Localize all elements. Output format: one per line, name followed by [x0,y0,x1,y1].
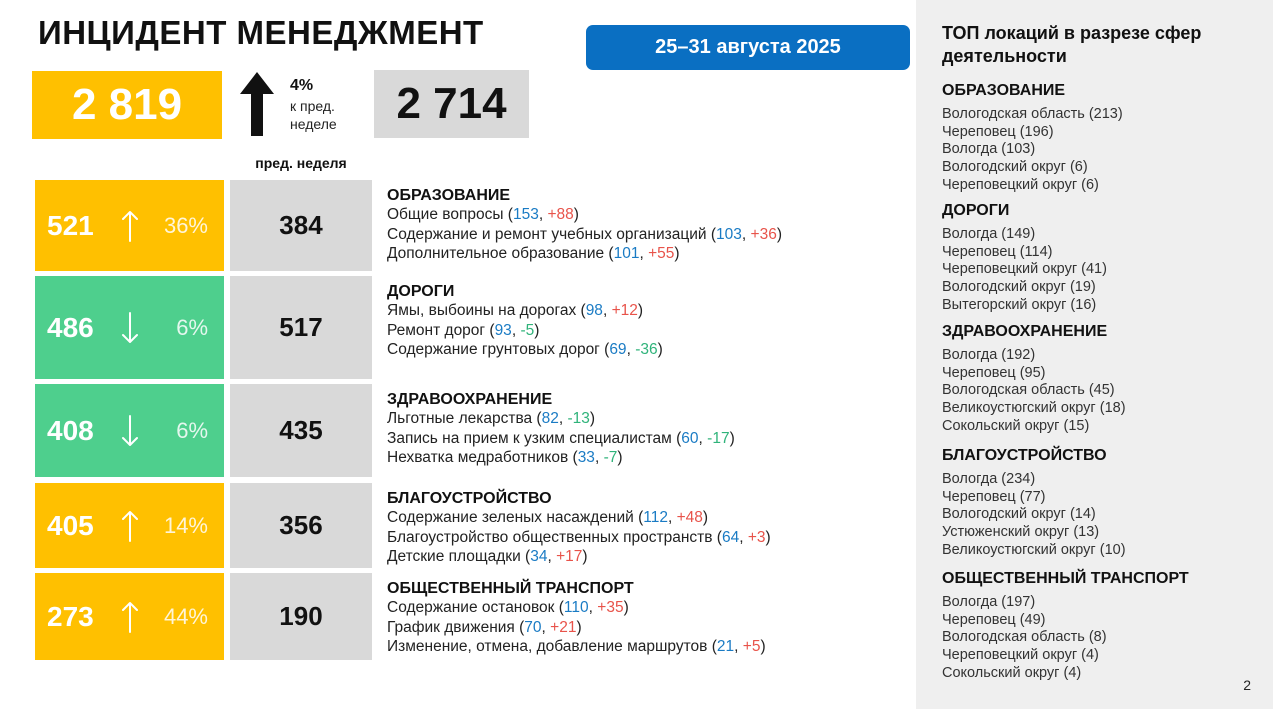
location-item: Череповец (196) [942,123,1054,140]
topic-count: 33 [577,449,595,466]
topic-label: Запись на прием к узким специалистам [387,429,672,447]
location-item: Вологодская область (45) [942,382,1115,399]
topic-line: Изменение, отмена, добавление маршрутов (21, +5) [387,638,766,655]
location-item: Сокольский округ (4) [942,664,1082,681]
topic-delta: +88 [547,206,574,223]
top-locations-section-title: БЛАГОУСТРОЙСТВО [942,447,1107,464]
topic-line: Благоустройство общественных пространств (64, +3) [387,528,771,546]
topic-label: График движения [387,618,515,636]
topic-label: Содержание зеленых насаждений [387,509,634,526]
topic-count: 69 [609,341,627,358]
category-previous-value: 356 [230,483,372,568]
top-locations-panel [916,0,1273,709]
category-details [387,489,907,567]
top-locations-roads [942,201,1262,315]
topic-count: 153 [512,206,539,223]
topic-line: Запись на прием к узким специалистам (60, -17) [387,429,735,447]
topic-label: Нехватка медработников [387,449,569,466]
category-change-percent: 14% [163,512,208,538]
arrow-up-icon [121,210,139,242]
top-locations-section-title: ЗДРАВООХРАНЕНИЕ [942,323,1108,340]
topic-label: Ремонт дорог [387,321,486,339]
topic-line: Содержание зеленых насаждений (112, +48) [387,509,709,526]
topic-line: График движения (70, +21) [387,618,582,636]
topic-label: Ямы, выбоины на дорогах [387,302,577,319]
arrow-up-icon [240,72,274,136]
location-item: Великоустюгский округ (18) [942,400,1126,417]
topic-delta: -13 [567,410,590,427]
topic-delta: -5 [520,321,535,339]
topic-delta: -36 [635,341,658,358]
category-current-value: 273 [47,600,94,632]
top-locations-section-title: ОБЩЕСТВЕННЫЙ ТРАНСПОРТ [942,570,1189,587]
top-locations-section-title: ОБРАЗОВАНИЕ [942,82,1066,99]
topic-line: Ямы, выбоины на дорогах (98, +12) [387,302,644,319]
category-current-value: 486 [47,311,94,343]
topic-line: Содержание грунтовых дорог (69, -36) [387,341,663,358]
page-title: ИНЦИДЕНТ МЕНЕДЖМЕНТ [38,14,484,51]
category-details [387,282,907,360]
topic-line: Содержание и ремонт учебных организаций (103, +36) [387,225,782,243]
category-current-box [35,483,224,568]
category-current-box [35,384,224,477]
location-item: Череповецкий округ (41) [942,261,1107,278]
prev-week-header: пред. неделя [255,155,347,171]
location-item: Устюженский округ (13) [942,524,1100,541]
topic-delta: +21 [550,618,577,636]
location-item: Череповец (49) [942,611,1046,628]
location-item: Череповец (95) [942,364,1046,381]
previous-total: 2 714 [374,70,529,138]
topic-label: Содержание грунтовых дорог [387,341,600,358]
topic-count: 34 [530,548,548,565]
category-name: ОБЩЕСТВЕННЫЙ ТРАНСПОРТ [387,580,634,597]
top-locations-public-transport [942,569,1262,683]
category-change-percent: 6% [176,417,208,443]
category-change-percent: 36% [163,212,208,238]
location-item: Вологодский округ (6) [942,159,1088,176]
category-change-percent: 6% [176,314,208,340]
location-item: Череповецкий округ (4) [942,647,1099,664]
topic-line: Льготные лекарства (82, -13) [387,410,596,427]
topic-delta: +36 [750,225,777,243]
category-row-landscaping [35,483,915,568]
top-locations-section-title: ДОРОГИ [942,202,1010,219]
top-locations-title: ТОП локаций в разрезе сфер деятельности [942,23,1202,66]
category-name: ДОРОГИ [387,283,455,300]
date-range-badge: 25–31 августа 2025 [586,25,910,70]
location-item: Вологда (149) [942,226,1036,242]
location-item: Вологодская область (213) [942,106,1123,122]
location-item: Вологда (103) [942,141,1036,158]
category-current-box [35,276,224,379]
arrow-down-icon [121,415,139,447]
topic-count: 103 [716,225,742,243]
top-locations-healthcare [942,322,1262,436]
current-total: 2 819 [32,71,222,139]
arrow-up-icon [121,510,139,542]
topic-label: Содержание и ремонт учебных организаций [387,225,707,243]
category-previous-value: 517 [230,276,372,379]
topic-delta: -7 [603,449,618,466]
category-row-roads [35,276,915,379]
topic-label: Детские площадки [387,548,521,565]
topic-line: Содержание остановок (110, +35) [387,599,629,616]
category-current-box [35,573,224,660]
location-item: Вологодский округ (14) [942,506,1096,523]
location-item: Вытегорский округ (16) [942,296,1097,313]
topic-count: 112 [643,509,668,526]
category-details [387,186,907,264]
change-percent: 4% [290,77,314,94]
category-current-value: 521 [47,209,94,241]
topic-label: Общие вопросы [387,206,504,223]
location-item: Череповец (77) [942,488,1046,505]
topic-count: 70 [524,618,542,636]
topic-label: Содержание остановок [387,599,555,616]
topic-delta: +12 [611,302,638,319]
topic-count: 93 [494,321,512,339]
category-name: ОБРАЗОВАНИЕ [387,187,511,204]
top-locations-education [942,81,1262,195]
topic-label: Дополнительное образование [387,245,605,262]
category-current-value: 408 [47,414,94,446]
topic-delta: +17 [556,548,583,565]
topic-count: 101 [613,245,640,262]
location-item: Череповец (114) [942,243,1053,260]
category-current-value: 405 [47,509,94,541]
location-item: Вологда (197) [942,594,1036,610]
location-item: Сокольский округ (15) [942,417,1090,434]
location-item: Вологда (192) [942,347,1036,363]
topic-count: 21 [716,638,735,655]
topic-delta: +3 [747,528,766,546]
topic-delta: +35 [597,599,624,616]
category-previous-value: 190 [230,573,372,660]
topic-delta: +5 [742,638,761,655]
topic-line: Нехватка медработников (33, -7) [387,449,623,466]
category-previous-value: 435 [230,384,372,477]
topic-count: 98 [585,302,603,319]
category-details [387,579,907,657]
category-details [387,390,907,468]
change-caption: к пред. неделе [290,98,337,132]
arrow-up-icon [121,601,139,633]
category-name: БЛАГОУСТРОЙСТВО [387,490,552,507]
category-name: ЗДРАВООХРАНЕНИЕ [387,391,553,408]
topic-count: 110 [563,599,589,616]
topic-label: Благоустройство общественных пространств [387,528,713,546]
topic-count: 82 [541,410,559,427]
topic-line: Ремонт дорог (93, -5) [387,321,540,339]
location-item: Вологда (234) [942,471,1036,487]
top-locations-landscaping [942,446,1262,560]
category-row-public-transport [35,573,915,660]
category-previous-value: 384 [230,180,372,271]
topic-label: Изменение, отмена, добавление маршрутов [387,638,708,655]
location-item: Великоустюгский округ (10) [942,541,1126,558]
location-item: Вологодский округ (19) [942,279,1096,296]
arrow-down-icon [121,312,139,344]
location-item: Вологодская область (8) [942,629,1107,646]
page-number: 2 [1243,677,1251,693]
topic-delta: -17 [707,429,730,447]
topic-count: 64 [721,528,740,546]
topic-line: Детские площадки (34, +17) [387,548,588,565]
category-row-education [35,180,915,271]
category-current-box [35,180,224,271]
location-item: Череповецкий округ (6) [942,176,1099,193]
topic-count: 60 [681,429,699,447]
category-row-healthcare [35,384,915,477]
topic-label: Льготные лекарства [387,410,533,427]
category-change-percent: 44% [163,603,208,629]
topic-line: Дополнительное образование (101, +55) [387,245,680,262]
topic-delta: +48 [676,509,703,526]
topic-line: Общие вопросы (153, +88) [387,206,579,223]
topic-delta: +55 [648,245,675,262]
